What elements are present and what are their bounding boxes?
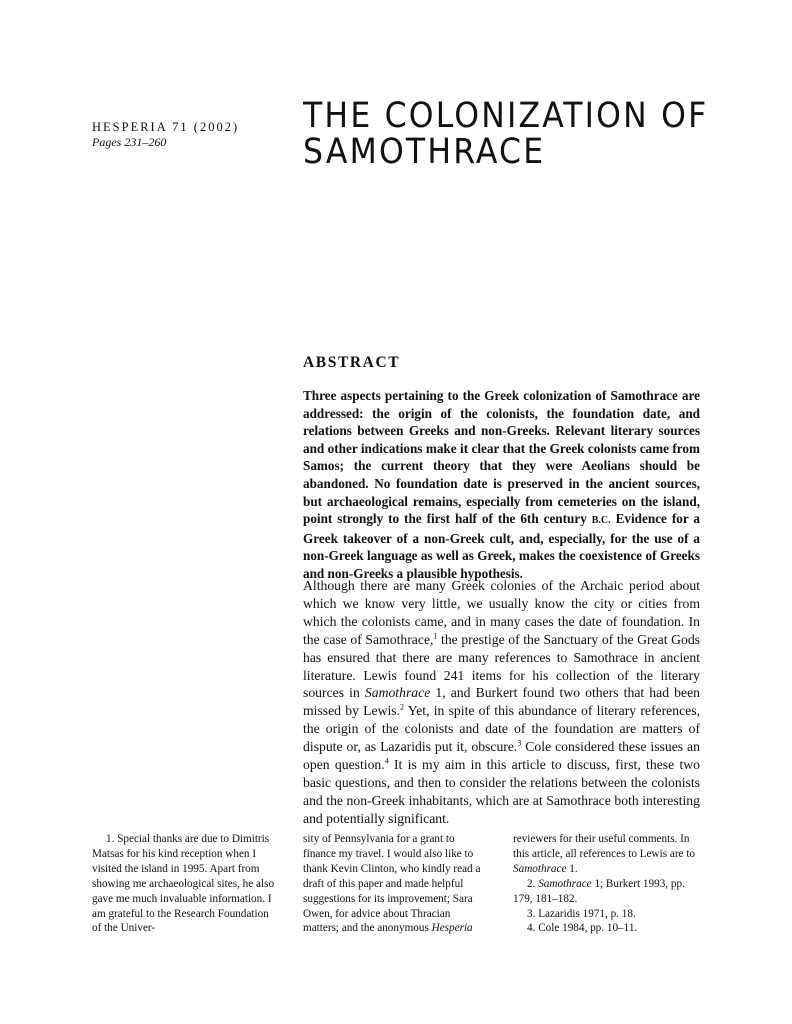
footnote-1-italic-samothrace: Samothrace: [513, 862, 567, 875]
footnote-3: 3. Lazaridis 1971, p. 18.: [527, 907, 636, 920]
footnote-4: 4. Cole 1984, pp. 10–11.: [527, 922, 638, 935]
body-paragraph: [303, 577, 700, 828]
journal-citation: HESPERIA 71 (2002): [92, 120, 240, 134]
body-italic-samothrace: Samothrace: [364, 685, 431, 701]
footnote-column-2: [303, 832, 489, 936]
footnote-2-number: 2.: [527, 877, 539, 890]
footnote-column-1: [92, 832, 276, 936]
abstract-heading: ABSTRACT: [303, 354, 401, 371]
body-seg-1: Although there are many Greek colonies of the Archaic period about which we know very little, we usually know the city or cities from which the colonists came, and in many cases the date of foundation. In the case of Samothrace,: [303, 578, 700, 647]
footnote-1-italic-hesperia: Hesperia: [431, 922, 473, 935]
footnote-ref-1: 1: [433, 631, 438, 641]
footnote-2: [513, 877, 700, 907]
footnote-column-3: [513, 832, 700, 936]
abstract-text: [303, 387, 700, 583]
abstract-part-1: Three aspects pertaining to the Greek colonization of Samothrace are addressed: the origin of the colonists, the foundation date, and relations between Greeks and non-Greeks. Relevant literary sources and other indications make it clear that the Greek colonists came from Samos; the current theory that they were Aeolians should be abandoned. No foundation date is preserved in the ancient sources, but archaeological remains, especially from cemeteries on the island, point strongly to the first half of the 6th century: [303, 388, 700, 527]
footnote-1-end-text: reviewers for their useful comments. In this article, all references to Lewis are to: [513, 833, 696, 860]
footnote-ref-4: 4: [384, 756, 389, 766]
footnote-1-end-tail: 1.: [566, 862, 578, 875]
body-seg-3: 1, and Burkert found two others that had been missed by Lewis.: [303, 685, 700, 719]
article-title: [303, 98, 708, 170]
footnote-2-italic: Samothrace: [538, 877, 592, 890]
footnote-ref-2: 2: [400, 702, 405, 712]
footnote-2-text: 1; Burkert 1993, pp. 179, 181–182.: [513, 877, 685, 905]
footnote-ref-3: 3: [517, 738, 522, 748]
footnote-1-end: [513, 832, 700, 877]
title-line-2: SAMOTHRACE: [303, 132, 546, 172]
body-seg-6: It is my aim in this article to discuss, first, these two basic questions, and then to consider the relations between the colonists and the non-Greek inhabitants, which are at Samothrace both interesting and potentially significant.: [303, 757, 700, 826]
footnote-1-mid: sity of Pennsylvania for a grant to finance my travel. I would also like to thank Kevin Clinton, who kindly read a draft of this paper and made helpful suggestions for its improvement; Sara Owen, for advice about Thracian matters; and the anonymous: [303, 833, 481, 935]
title-line-1: THE COLONIZATION OF: [303, 96, 709, 136]
abstract-bc: B.C.: [591, 515, 611, 527]
body-seg-5: Cole considered these issues an open question.: [303, 739, 700, 773]
body-seg-2: the prestige of the Sanctuary of the Great Gods has ensured that there are many references to Samothrace in ancient literature. Lewis found 241 items for his collection of the literary sources in: [303, 631, 700, 701]
abstract-part-2: Evidence for a Greek takeover of a non-Greek cult, and, especially, for the use of a non-Greek language as well as Greek, makes the coexistence of Greeks and non-Greeks a plausible hypothesis.: [303, 511, 700, 581]
footnote-1-start: 1. Special thanks are due to Dimitris Matsas for his kind reception when I visited the island in 1995. Apart from showing me archaeological sites, he also gave me much invaluable information. I am grateful to the Research Foundation of the Univer-: [92, 833, 275, 935]
body-seg-4: Yet, in spite of this abundance of literary references, the origin of the colonists and date of the foundation are matters of dispute or, as Lazaridis put it, obscure.: [303, 703, 700, 755]
page-range: Pages 231–260: [92, 135, 167, 149]
footnote-1-continued: [303, 832, 489, 936]
